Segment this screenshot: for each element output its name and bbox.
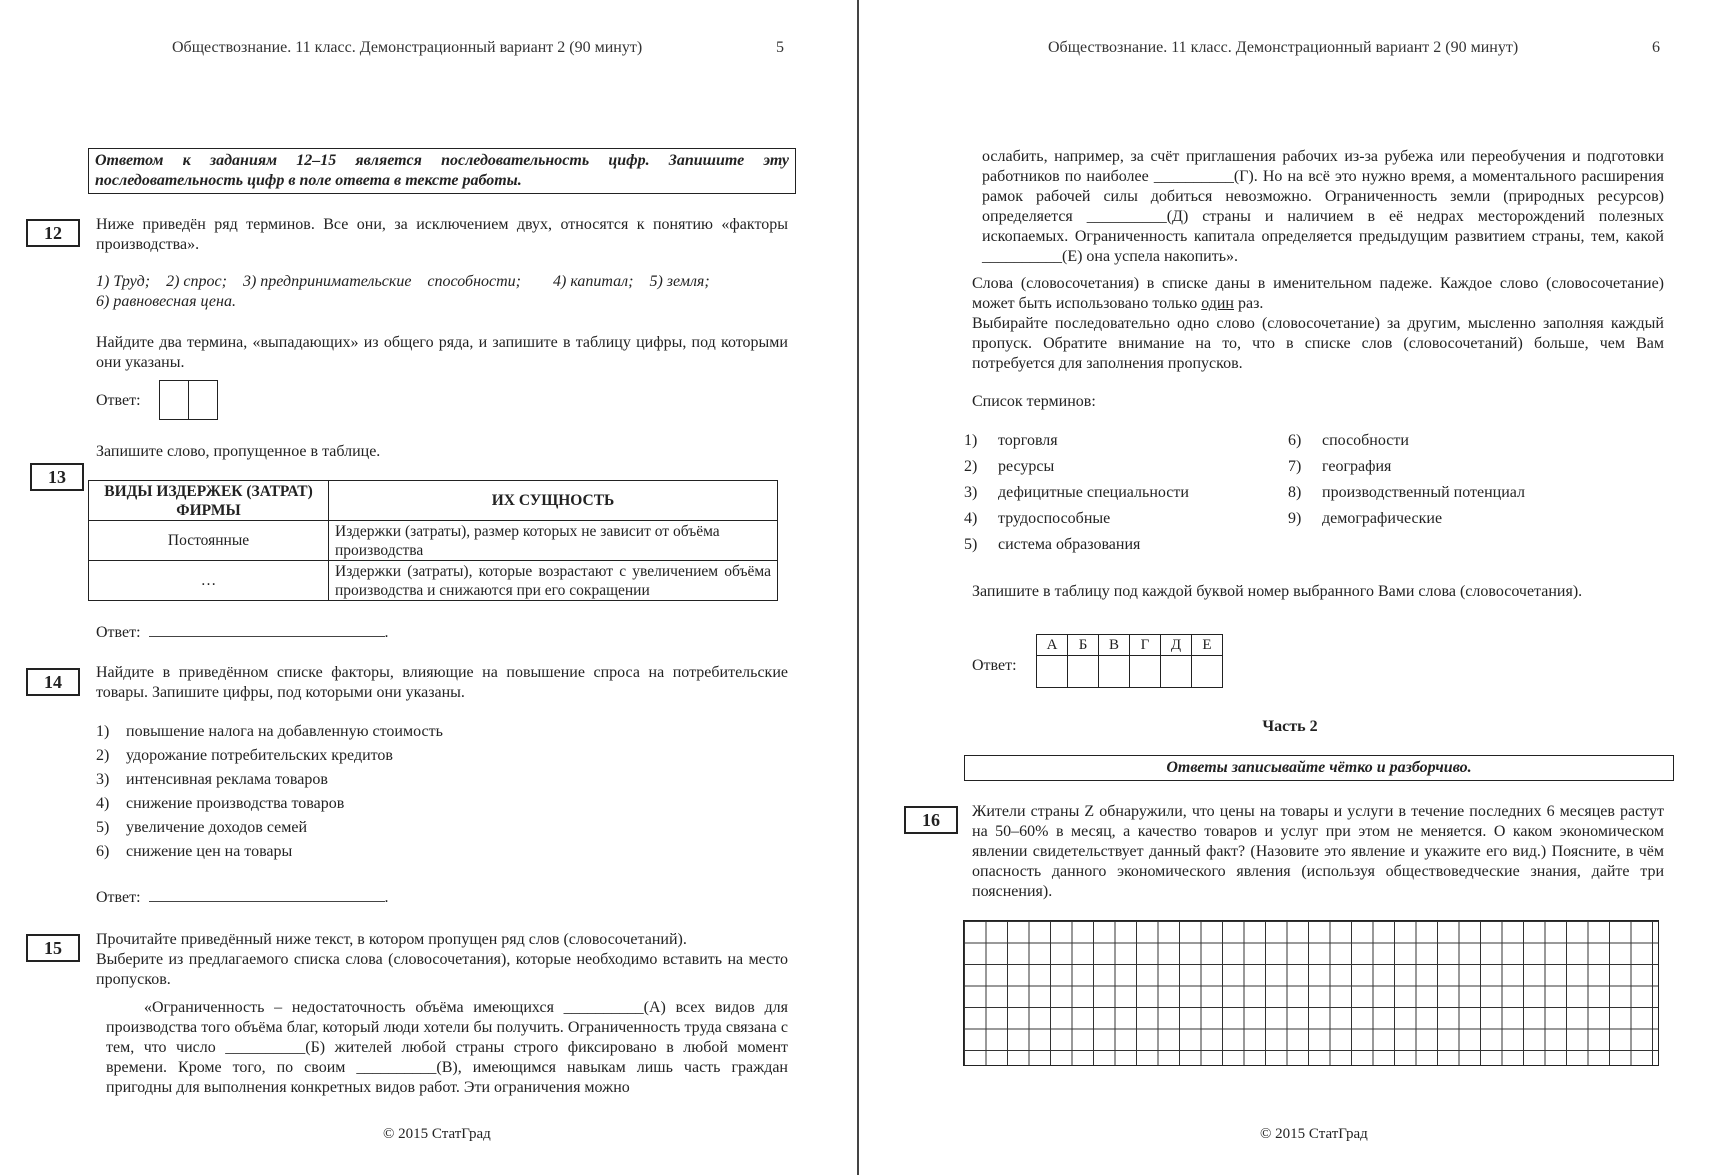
list-item: 2) удорожание потребительских кредитов — [96, 747, 393, 764]
page-footer: © 2015 СтатГрад — [383, 1126, 491, 1142]
letter-header: Е — [1192, 635, 1223, 656]
part2-instruction-box: Ответы записывайте чётко и разборчиво. — [964, 755, 1674, 781]
q14-options-list — [96, 722, 443, 866]
q13-text: Запишите слово, пропущенное в таблице. — [96, 443, 381, 460]
q14-answer-label: Ответ: — [96, 889, 141, 906]
list-item: 2) ресурсы — [964, 458, 1055, 475]
table-cell: Постоянные — [89, 521, 329, 561]
terms-title: Список терминов: — [972, 393, 1096, 410]
table-header: ИХ СУЩНОСТЬ — [329, 481, 778, 521]
table-cell: … — [89, 561, 329, 601]
q12-answer-boxes — [159, 380, 217, 420]
write-instruction: Запишите в таблицу под каждой буквой номер выбранного Вами слова (словосочетания). — [972, 583, 1583, 600]
q14-answer: Ответ: . — [96, 889, 389, 906]
q12-answer-label: Ответ: — [96, 392, 141, 409]
page-footer: © 2015 СтатГрад — [1260, 1126, 1368, 1142]
letter-header: Д — [1161, 635, 1192, 656]
table-header: ВИДЫ ИЗДЕРЖЕК (ЗАТРАТ) ФИРМЫ — [89, 481, 329, 521]
answer-cell[interactable] — [159, 380, 189, 420]
list-item: 4) трудоспособные — [964, 510, 1111, 527]
question-number-14: 14 — [26, 668, 80, 696]
q12-text: Ниже приведён ряд терминов. Все они, за исключением двух, относятся к понятию «факторы производства». — [96, 216, 788, 253]
q13-answer-line[interactable] — [149, 623, 385, 637]
table-cell: Издержки (затраты), размер которых не зависит от объёма производства — [329, 521, 778, 561]
instruction-box: Ответом к заданиям 12–15 является последовательность цифр. Запишите эту последовательность цифр в поле ответа в тексте работы. — [88, 148, 796, 194]
rules-text-1: Слова (словосочетания) в списке даны в именительном падеже. Каждое слово (словосочетание) может быть использовано только один раз. — [972, 275, 1664, 312]
q14-text: Найдите в приведённом списке факторы, влияющие на повышение спроса на потребительские товары. Запишите цифры, под которыми они указаны. — [96, 664, 788, 701]
rules-text-2: Выбирайте последовательно одно слово (словосочетание) за другим, мысленно заполняя каждый пропуск. Обратите внимание на то, что в списке слов (словосочетаний) больше, чем Вам потребуется для заполнения пропусков. — [972, 315, 1664, 372]
question-number-16: 16 — [904, 806, 958, 834]
q15-answer-label: Ответ: — [972, 657, 1017, 674]
right-page — [860, 0, 1720, 1175]
page-divider — [857, 0, 859, 1175]
page-header-title: Обществознание. 11 класс. Демонстрационный вариант 2 (90 минут) — [1048, 39, 1519, 56]
page-number: 5 — [776, 39, 784, 56]
list-item: 6) способности — [1288, 432, 1409, 449]
terms-list-col1 — [964, 431, 1189, 561]
q13-answer-label: Ответ: — [96, 624, 141, 641]
costs-table — [88, 480, 778, 601]
question-number-13: 13 — [30, 463, 84, 491]
table-cell: Издержки (затраты), которые возрастают с увеличением объёма производства и снижаются при его сокращении — [329, 561, 778, 601]
page-number: 6 — [1652, 39, 1660, 56]
q16-text: Жители страны Z обнаружили, что цены на товары и услуги в течение последних 6 месяцев растут на 50–60% в месяц, а качество товаров и услуг при этом не меняется. О каком экономическом явлении свидетельствует данный факт? (Назовите это явление и укажите его вид.) Поясните, в чём опасность данного экономического явления (используя обществоведческие знания, дайте три пояснения). — [972, 803, 1664, 900]
q12-terms-line2: 6) равновесная цена. — [96, 293, 236, 310]
q15-answer-table — [1036, 634, 1223, 688]
list-item: 9) демографические — [1288, 510, 1443, 527]
page-header-title: Обществознание. 11 класс. Демонстрационный вариант 2 (90 минут) — [172, 39, 643, 56]
answer-cell[interactable] — [1192, 656, 1223, 688]
answer-cell[interactable] — [1161, 656, 1192, 688]
q12-terms-line1: 1) Труд; 2) спрос; 3) предпринимательские способности; 4) капитал; 5) земля; — [96, 273, 710, 290]
letter-header: А — [1037, 635, 1068, 656]
list-item: 1) торговля — [964, 432, 1058, 449]
list-item: 3) дефицитные специальности — [964, 484, 1189, 501]
q15-text-line1: Прочитайте приведённый ниже текст, в котором пропущен ряд слов (словосочетаний). — [96, 931, 687, 948]
list-item: 1) повышение налога на добавленную стоимость — [96, 723, 443, 740]
list-item: 4) снижение производства товаров — [96, 795, 345, 812]
list-item: 3) интенсивная реклама товаров — [96, 771, 328, 788]
list-item: 8) производственный потенциал — [1288, 484, 1526, 501]
q15-passage: «Ограниченность – недостаточность объёма имеющихся __________(А) всех видов для производства того объёма благ, который люди хотели бы получить. Ограниченность труда связана с тем, что число __________(Б) жителей любой страны строго фиксировано в любой момент времени. Кроме того, по своим __________(В), имеющимся навыкам лишь часть граждан пригодны для выполнения конкретных видов работ. Эти ограничения можно — [106, 999, 788, 1096]
q13-answer: Ответ: . — [96, 624, 389, 641]
q14-answer-line[interactable] — [149, 888, 385, 902]
letter-header: Б — [1068, 635, 1099, 656]
letter-header: В — [1099, 635, 1130, 656]
letter-header: Г — [1130, 635, 1161, 656]
terms-list-col2 — [1288, 431, 1525, 535]
list-item: 6) снижение цен на товары — [96, 843, 293, 860]
answer-grid[interactable] — [963, 920, 1659, 1066]
q15-passage-continued: ослабить, например, за счёт приглашения рабочих из-за рубежа или переобучения и подготовки работников по наиболее __________(Г). Но на всё это нужно время, а моментального расширения рамок рабочей силы добиться невозможно. Ограниченность земли (природных ресурсов) определяется __________(Д) страны и наличием в её недрах месторождений полезных ископаемых. Ограниченность капитала определяется предыдущим развитием страны, тем, какой __________(Е) она успела накопить». — [982, 148, 1664, 265]
answer-cell[interactable] — [1068, 656, 1099, 688]
left-page — [0, 0, 858, 1175]
question-number-15: 15 — [26, 934, 80, 962]
answer-cell[interactable] — [188, 380, 218, 420]
answer-cell[interactable] — [1099, 656, 1130, 688]
list-item: 7) география — [1288, 458, 1392, 475]
question-number-12: 12 — [26, 219, 80, 247]
q12-task: Найдите два термина, «выпадающих» из общего ряда, и запишите в таблицу цифры, под которыми они указаны. — [96, 334, 788, 371]
answer-cell[interactable] — [1130, 656, 1161, 688]
list-item: 5) увеличение доходов семей — [96, 819, 308, 836]
q15-text-line2: Выберите из предлагаемого списка слова (словосочетания), которые необходимо вставить на место пропусков. — [96, 951, 788, 988]
list-item: 5) система образования — [964, 536, 1141, 553]
part2-title: Часть 2 — [1262, 718, 1318, 735]
answer-cell[interactable] — [1037, 656, 1068, 688]
